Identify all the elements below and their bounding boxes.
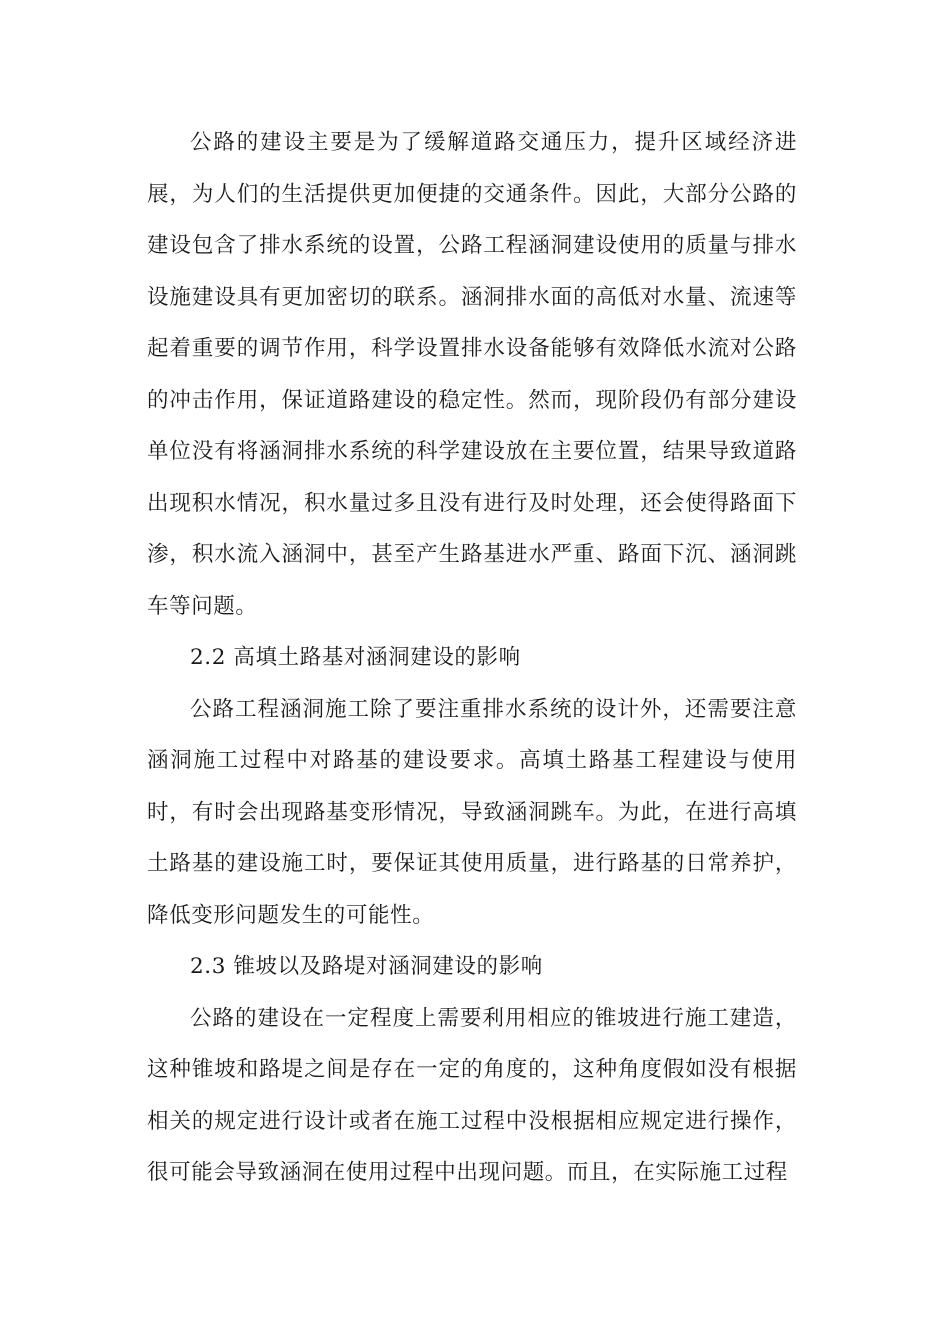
paragraph-high-fill-subgrade: 公路工程涵洞施工除了要注重排水系统的设计外，还需要注意涵洞施工过程中对路基的建设要求。高填土路基工程建设与使用时，有时会出现路基变形情况，导致涵洞跳车。为此，在进行高填土路基的建设施工时，要保证其使用质量，进行路基的日常养护，降低变形问题发生的可能性。 xyxy=(147,696,797,928)
document-body xyxy=(147,117,797,1199)
section-heading-2-3: 2.3 锥坡以及路堤对涵洞建设的影响 xyxy=(190,954,543,979)
section-heading-2-2: 2.2 高填土路基对涵洞建设的影响 xyxy=(190,645,521,670)
paragraph-drainage: 公路的建设主要是为了缓解道路交通压力，提升区域经济进展，为人们的生活提供更加便捷的交通条件。因此，大部分公路的建设包含了排水系统的设置，公路工程涵洞建设使用的质量与排水设施建设具有更加密切的联系。涵洞排水面的高低对水量、流速等起着重要的调节作用，科学设置排水设备能够有效降低水流对公路的冲击作用，保证道路建设的稳定性。然而，现阶段仍有部分建设单位没有将涵洞排水系统的科学建设放在主要位置，结果导致道路出现积水情况，积水量过多且没有进行及时处理，还会使得路面下渗，积水流入涵洞中，甚至产生路基进水严重、路面下沉、涵洞跳车等问题。 xyxy=(147,130,797,619)
paragraph-cone-slope: 公路的建设在一定程度上需要利用相应的锥坡进行施工建造，这种锥坡和路堤之间是存在一定的角度的，这种角度假如没有根据相关的规定进行设计或者在施工过程中没根据相应规定进行操作，很可能会导致涵洞在使用过程中出现问题。而且，在实际施工过程 xyxy=(147,1005,797,1185)
